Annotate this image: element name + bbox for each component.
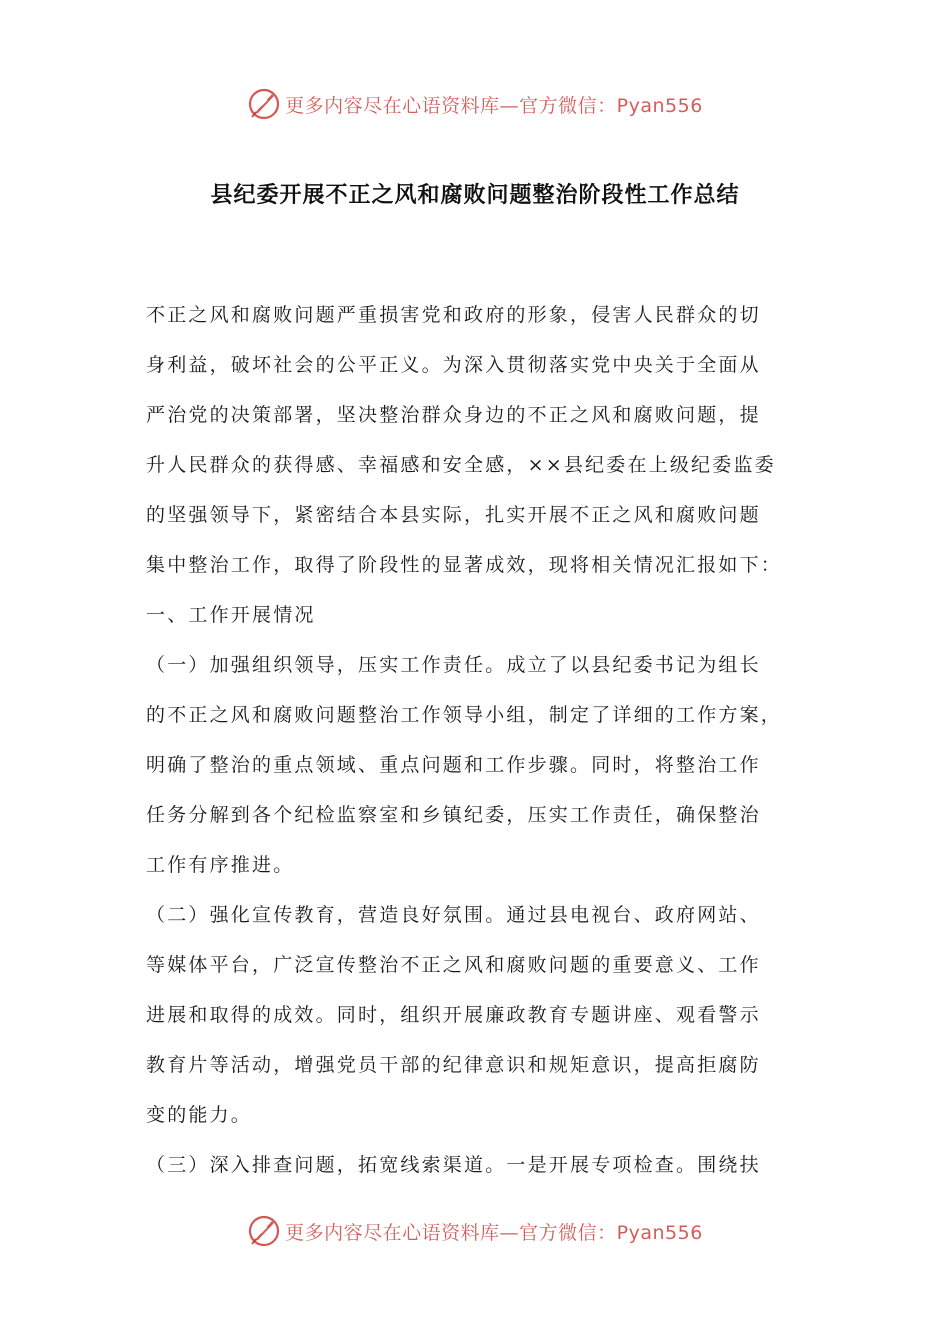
text-line: 升人民群众的获得感、幸福感和安全感，××县纪委在上级纪委监委 [146, 454, 776, 476]
quill-logo-icon [247, 87, 281, 121]
text-line: 进展和取得的成效。同时，组织开展廉政教育专题讲座、观看警示 [146, 1004, 761, 1026]
section-heading: 一、工作开展情况 [146, 604, 316, 626]
text-line: （三）深入排查问题，拓宽线索渠道。一是开展专项检查。围绕扶 [146, 1154, 761, 1176]
document-body [146, 290, 826, 1190]
text-line: 变的能力。 [146, 1104, 253, 1126]
text-line: 教育片等活动，增强党员干部的纪律意识和规矩意识，提高拒腐防 [146, 1054, 761, 1076]
quill-logo-icon [247, 1214, 281, 1248]
wechat-id: Pyan556 [616, 94, 703, 117]
text-line: 等媒体平台，广泛宣传整治不正之风和腐败问题的重要意义、工作 [146, 954, 761, 976]
text-line: 的不正之风和腐败问题整治工作领导小组，制定了详细的工作方案， [146, 704, 783, 726]
text-line: 的坚强领导下，紧密结合本县实际，扎实开展不正之风和腐败问题 [146, 504, 761, 526]
wechat-id: Pyan556 [616, 1221, 703, 1244]
text-line: 身利益，破坏社会的公平正义。为深入贯彻落实党中央关于全面从 [146, 354, 761, 376]
document-title: 县纪委开展不正之风和腐败问题整治阶段性工作总结 [210, 183, 740, 208]
text-line: 任务分解到各个纪检监察室和乡镇纪委，压实工作责任，确保整治 [146, 804, 761, 826]
text-line: 明确了整治的重点领域、重点问题和工作步骤。同时，将整治工作 [146, 754, 761, 776]
watermark-text: 更多内容尽在心语资料库—官方微信：Pyan556 [285, 94, 703, 117]
text-line: （一）加强组织领导，压实工作责任。成立了以县纪委书记为组长 [146, 654, 761, 676]
footer-watermark [0, 1211, 950, 1251]
watermark-text: 更多内容尽在心语资料库—官方微信：Pyan556 [285, 1221, 703, 1244]
text-line: （二）强化宣传教育，营造良好氛围。通过县电视台、政府网站、 [146, 904, 761, 926]
text-line: 工作有序推进。 [146, 854, 295, 876]
text-line: 严治党的决策部署，坚决整治群众身边的不正之风和腐败问题，提 [146, 404, 761, 426]
text-line: 集中整治工作，取得了阶段性的显著成效，现将相关情况汇报如下： [146, 554, 783, 576]
header-watermark [0, 84, 950, 124]
text-line: 不正之风和腐败问题严重损害党和政府的形象，侵害人民群众的切 [146, 304, 761, 326]
